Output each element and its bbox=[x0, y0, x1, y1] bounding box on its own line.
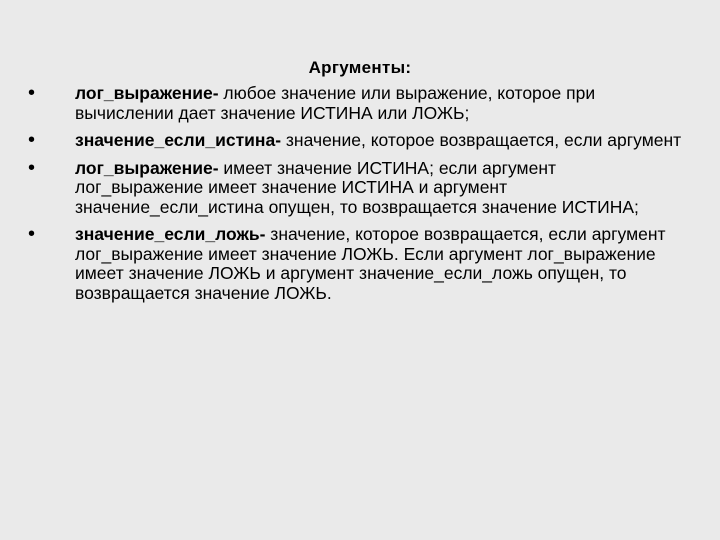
bullet-icon: • bbox=[28, 129, 36, 151]
argument-term: значение_если_истина- bbox=[75, 130, 282, 150]
bullet-icon: • bbox=[28, 82, 36, 104]
argument-description: значение, которое возвращается, если аргумент лог_выражение имеет значение ЛОЖЬ. Если аргумент лог_выражение имеет значение ЛОЖЬ и аргумент значение_если_ложь опущен, то возвращается значение ЛОЖЬ. bbox=[75, 224, 666, 303]
list-item bbox=[28, 84, 688, 123]
arguments-list bbox=[28, 84, 688, 311]
argument-term: лог_выражение- bbox=[75, 157, 219, 178]
argument-description: имеет значение ИСТИНА; если аргумент лог_выражение имеет значение ИСТИНА и аргумент значение_если_истина опущен, то возвращается значение ИСТИНА; bbox=[75, 157, 639, 217]
argument-description: любое значение или выражение, которое при вычислении дает значение ИСТИНА или ЛОЖЬ; bbox=[75, 83, 596, 123]
argument-description: значение, которое возвращается, если аргумент bbox=[281, 130, 682, 150]
argument-term: значение_если_ложь- bbox=[75, 224, 266, 244]
list-item bbox=[28, 156, 688, 218]
list-item bbox=[28, 225, 688, 303]
slide-title: Аргументы: bbox=[308, 58, 412, 77]
argument-term: лог_выражение- bbox=[75, 83, 219, 103]
list-item bbox=[28, 131, 688, 151]
bullet-icon: • bbox=[28, 223, 36, 245]
bullet-icon: • bbox=[28, 156, 36, 179]
